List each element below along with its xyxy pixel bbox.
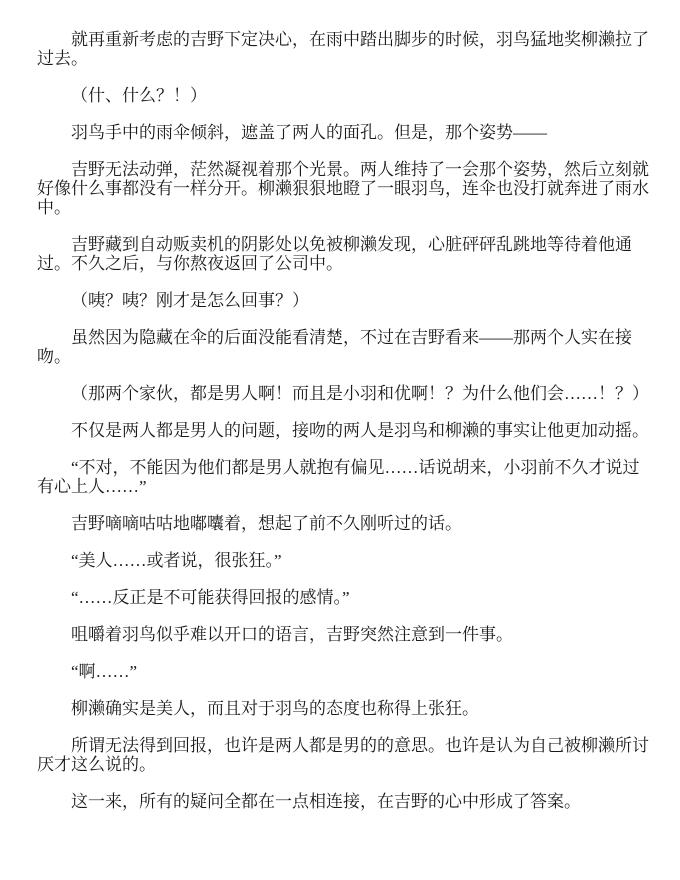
- paragraph: （咦？咦？刚才是怎么回事？）: [71, 291, 309, 310]
- paragraph: “啊……”: [71, 662, 138, 681]
- paragraph: （那两个家伙，都是男人啊！而且是小羽和优啊！？为什么他们会……！？）: [71, 384, 649, 403]
- paragraph: 吉野藏到自动贩卖机的阴影处以免被柳濑发现，心脏砰砰乱跳地等待着他通过。不久之后，与你熬夜返回了公司中。: [37, 235, 632, 273]
- paragraph: 虽然因为隐藏在伞的后面没能看清楚，不过在吉野看来——那两个人实在接吻。: [37, 328, 632, 366]
- paragraph: 咀嚼着羽鸟似乎难以开口的语言，吉野突然注意到一件事。: [71, 625, 513, 644]
- paragraph: 羽鸟手中的雨伞倾斜，遮盖了两人的面孔。但是，那个姿势——: [71, 123, 547, 142]
- paragraph: 吉野无法动弹，茫然凝视着那个光景。两人维持了一会那个姿势，然后立刻就好像什么事都没有一样分开。柳濑狠狠地瞪了一眼羽鸟，连伞也没打就奔进了雨水中。: [37, 160, 649, 217]
- paragraph: 柳濑确实是美人，而且对于羽鸟的态度也称得上张狂。: [71, 699, 479, 718]
- paragraph: 不仅是两人都是男人的问题，接吻的两人是羽鸟和柳濑的事实让他更加动摇。: [71, 421, 649, 440]
- paragraph: 这一来，所有的疑问全都在一点相连接，在吉野的心中形成了答案。: [71, 792, 581, 811]
- paragraph: “美人……或者说，很张狂。”: [71, 551, 282, 570]
- paragraph: 就再重新考虑的吉野下定决心，在雨中踏出脚步的时候，羽鸟猛地奖柳濑拉了过去。: [37, 30, 649, 68]
- paragraph: （什、什么？！）: [71, 86, 207, 105]
- paragraph: “不对，不能因为他们都是男人就抱有偏见……话说胡来，小羽前不久才说过有心上人……”: [37, 458, 640, 496]
- paragraph: 吉野嘀嘀咕咕地嘟囔着，想起了前不久刚听过的话。: [71, 514, 462, 533]
- paragraph-list: [37, 30, 653, 811]
- paragraph: “……反正是不可能获得回报的感情。”: [71, 588, 350, 607]
- paragraph: 所谓无法得到回报，也许是两人都是男的的意思。也许是认为自己被柳濑所讨厌才这么说的。: [37, 736, 649, 774]
